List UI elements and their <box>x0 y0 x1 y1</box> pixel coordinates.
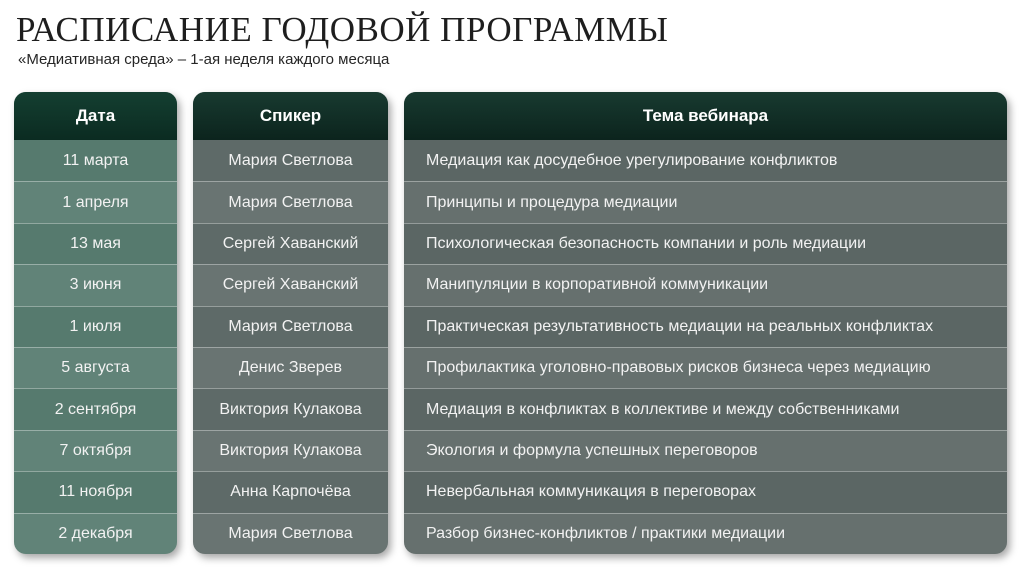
page-title: РАСПИСАНИЕ ГОДОВОЙ ПРОГРАММЫ <box>16 10 669 49</box>
date-cell: 11 ноября <box>14 471 177 512</box>
speaker-cell: Анна Карпочёва <box>193 471 388 512</box>
topic-cell: Разбор бизнес-конфликтов / практики медиации <box>404 513 1007 554</box>
date-column <box>14 92 177 554</box>
speaker-cell: Мария Светлова <box>228 151 353 169</box>
topic-column <box>404 92 1007 554</box>
speaker-column-header: Спикер <box>193 92 388 140</box>
date-cell: 2 сентября <box>14 388 177 429</box>
speaker-column-rows <box>193 140 388 554</box>
date-cell: 3 июня <box>14 264 177 305</box>
topic-column-rows <box>404 140 1007 554</box>
date-column-header: Дата <box>14 92 177 140</box>
topic-cell: Принципы и процедура медиации <box>404 181 1007 222</box>
topic-cell: Манипуляции в корпоративной коммуникации <box>404 264 1007 305</box>
date-cell: 5 августа <box>14 347 177 388</box>
speaker-cell: Мария Светлова <box>193 181 388 222</box>
speaker-cell: Сергей Хаванский <box>193 264 388 305</box>
speaker-cell: Виктория Кулакова <box>193 430 388 471</box>
topic-cell: Медиация в конфликтах в коллективе и между собственниками <box>404 388 1007 429</box>
date-cell: 11 марта <box>62 151 129 169</box>
date-cell: 7 октября <box>14 430 177 471</box>
topic-cell: Медиация как досудебное урегулирование конфликтов <box>426 151 838 169</box>
date-cell: 1 июля <box>14 306 177 347</box>
speaker-cell: Мария Светлова <box>193 513 388 554</box>
date-column-rows <box>14 140 177 554</box>
speaker-cell: Сергей Хаванский <box>193 223 388 264</box>
topic-cell: Невербальная коммуникация в переговорах <box>404 471 1007 512</box>
date-cell: 1 апреля <box>14 181 177 222</box>
date-cell: 13 мая <box>14 223 177 264</box>
speaker-cell: Виктория Кулакова <box>193 388 388 429</box>
topic-cell: Практическая результативность медиации на реальных конфликтах <box>404 306 1007 347</box>
topic-cell: Экология и формула успешных переговоров <box>404 430 1007 471</box>
page-subtitle: «Медиативная среда» – 1-ая неделя каждого месяца <box>18 51 390 68</box>
topic-cell: Психологическая безопасность компании и роль медиации <box>404 223 1007 264</box>
speaker-cell: Денис Зверев <box>193 347 388 388</box>
speaker-cell: Мария Светлова <box>193 306 388 347</box>
topic-column-header: Тема вебинара <box>404 92 1007 140</box>
speaker-column <box>193 92 388 554</box>
date-cell: 2 декабря <box>14 513 177 554</box>
topic-cell: Профилактика уголовно-правовых рисков бизнеса через медиацию <box>404 347 1007 388</box>
